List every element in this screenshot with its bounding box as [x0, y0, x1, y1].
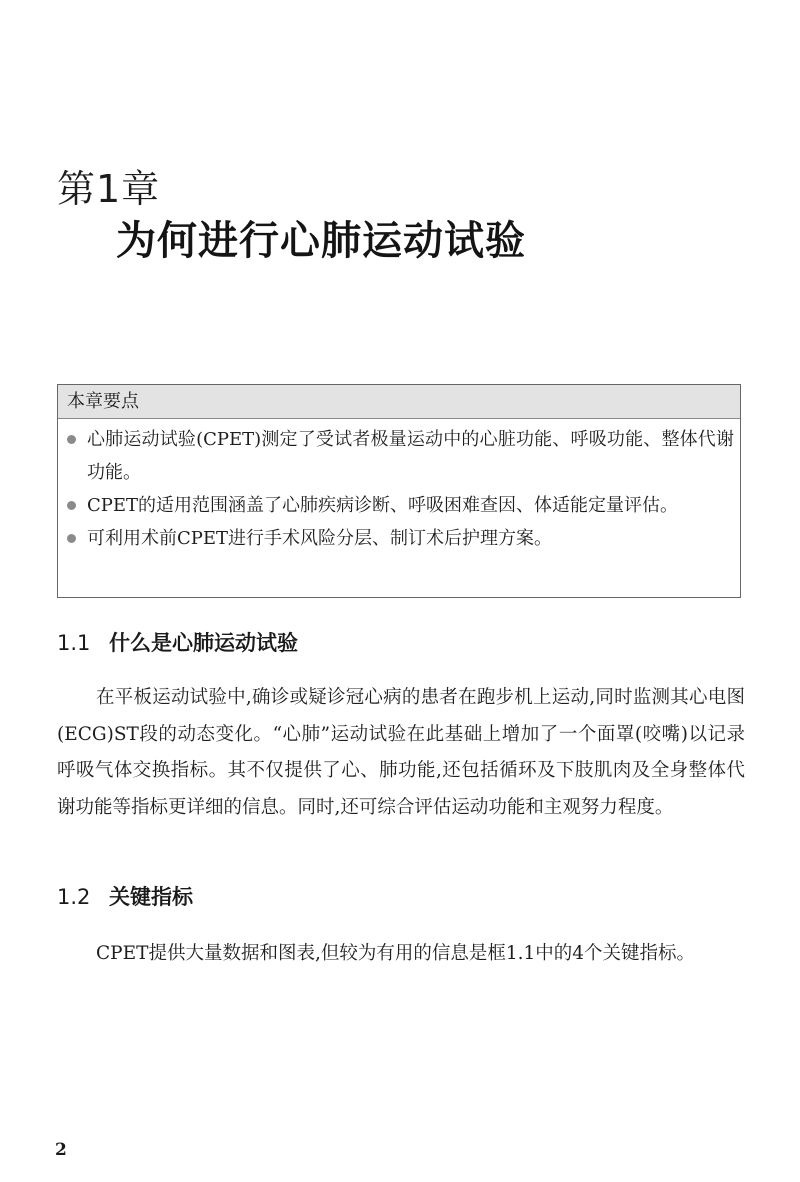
bullet-icon [67, 501, 76, 510]
keypoint-item [58, 522, 740, 555]
keypoints-box [57, 384, 741, 598]
section-heading-1-2 [57, 882, 193, 912]
section-title: 什么是心肺运动试验 [109, 631, 298, 655]
chapter-label: 第1章 [57, 167, 161, 211]
keypoint-text: CPET的适用范围涵盖了心肺疾病诊断、呼吸困难查因、体适能定量评估。 [87, 495, 679, 516]
bullet-icon [67, 435, 76, 444]
section-heading-1-1 [57, 628, 298, 658]
chapter-title: 为何进行心肺运动试验 [116, 218, 526, 264]
keypoint-text: 心肺运动试验(CPET)测定了受试者极量运动中的心脏功能、呼吸功能、整体代谢功能。 [87, 429, 734, 483]
keypoints-list [58, 419, 740, 555]
section-paragraph: 在平板运动试验中,确诊或疑诊冠心病的患者在跑步机上运动,同时监测其心电图(ECG)ST段的动态变化。“心肺”运动试验在此基础上增加了一个面罩(咬嘴)以记录呼吸气体交换指标。其不仅提供了心、肺功能,还包括循环及下肢肌肉及全身整体代谢功能等指标更详细的信息。同时,还可综合评估运动功能和主观努力程度。 [57, 687, 745, 818]
section-number: 1.1 [57, 631, 91, 655]
keypoints-header: 本章要点 [58, 385, 740, 419]
keypoint-item [58, 423, 740, 489]
keypoint-text: 可利用术前CPET进行手术风险分层、制订术后护理方案。 [87, 528, 553, 549]
bullet-icon [67, 534, 76, 543]
section-number: 1.2 [57, 885, 91, 909]
section-paragraph: CPET提供大量数据和图表,但较为有用的信息是框1.1中的4个关键指标。 [96, 943, 696, 964]
page-number: 2 [55, 1140, 67, 1160]
keypoint-item [58, 489, 740, 522]
section-title: 关键指标 [109, 885, 193, 909]
